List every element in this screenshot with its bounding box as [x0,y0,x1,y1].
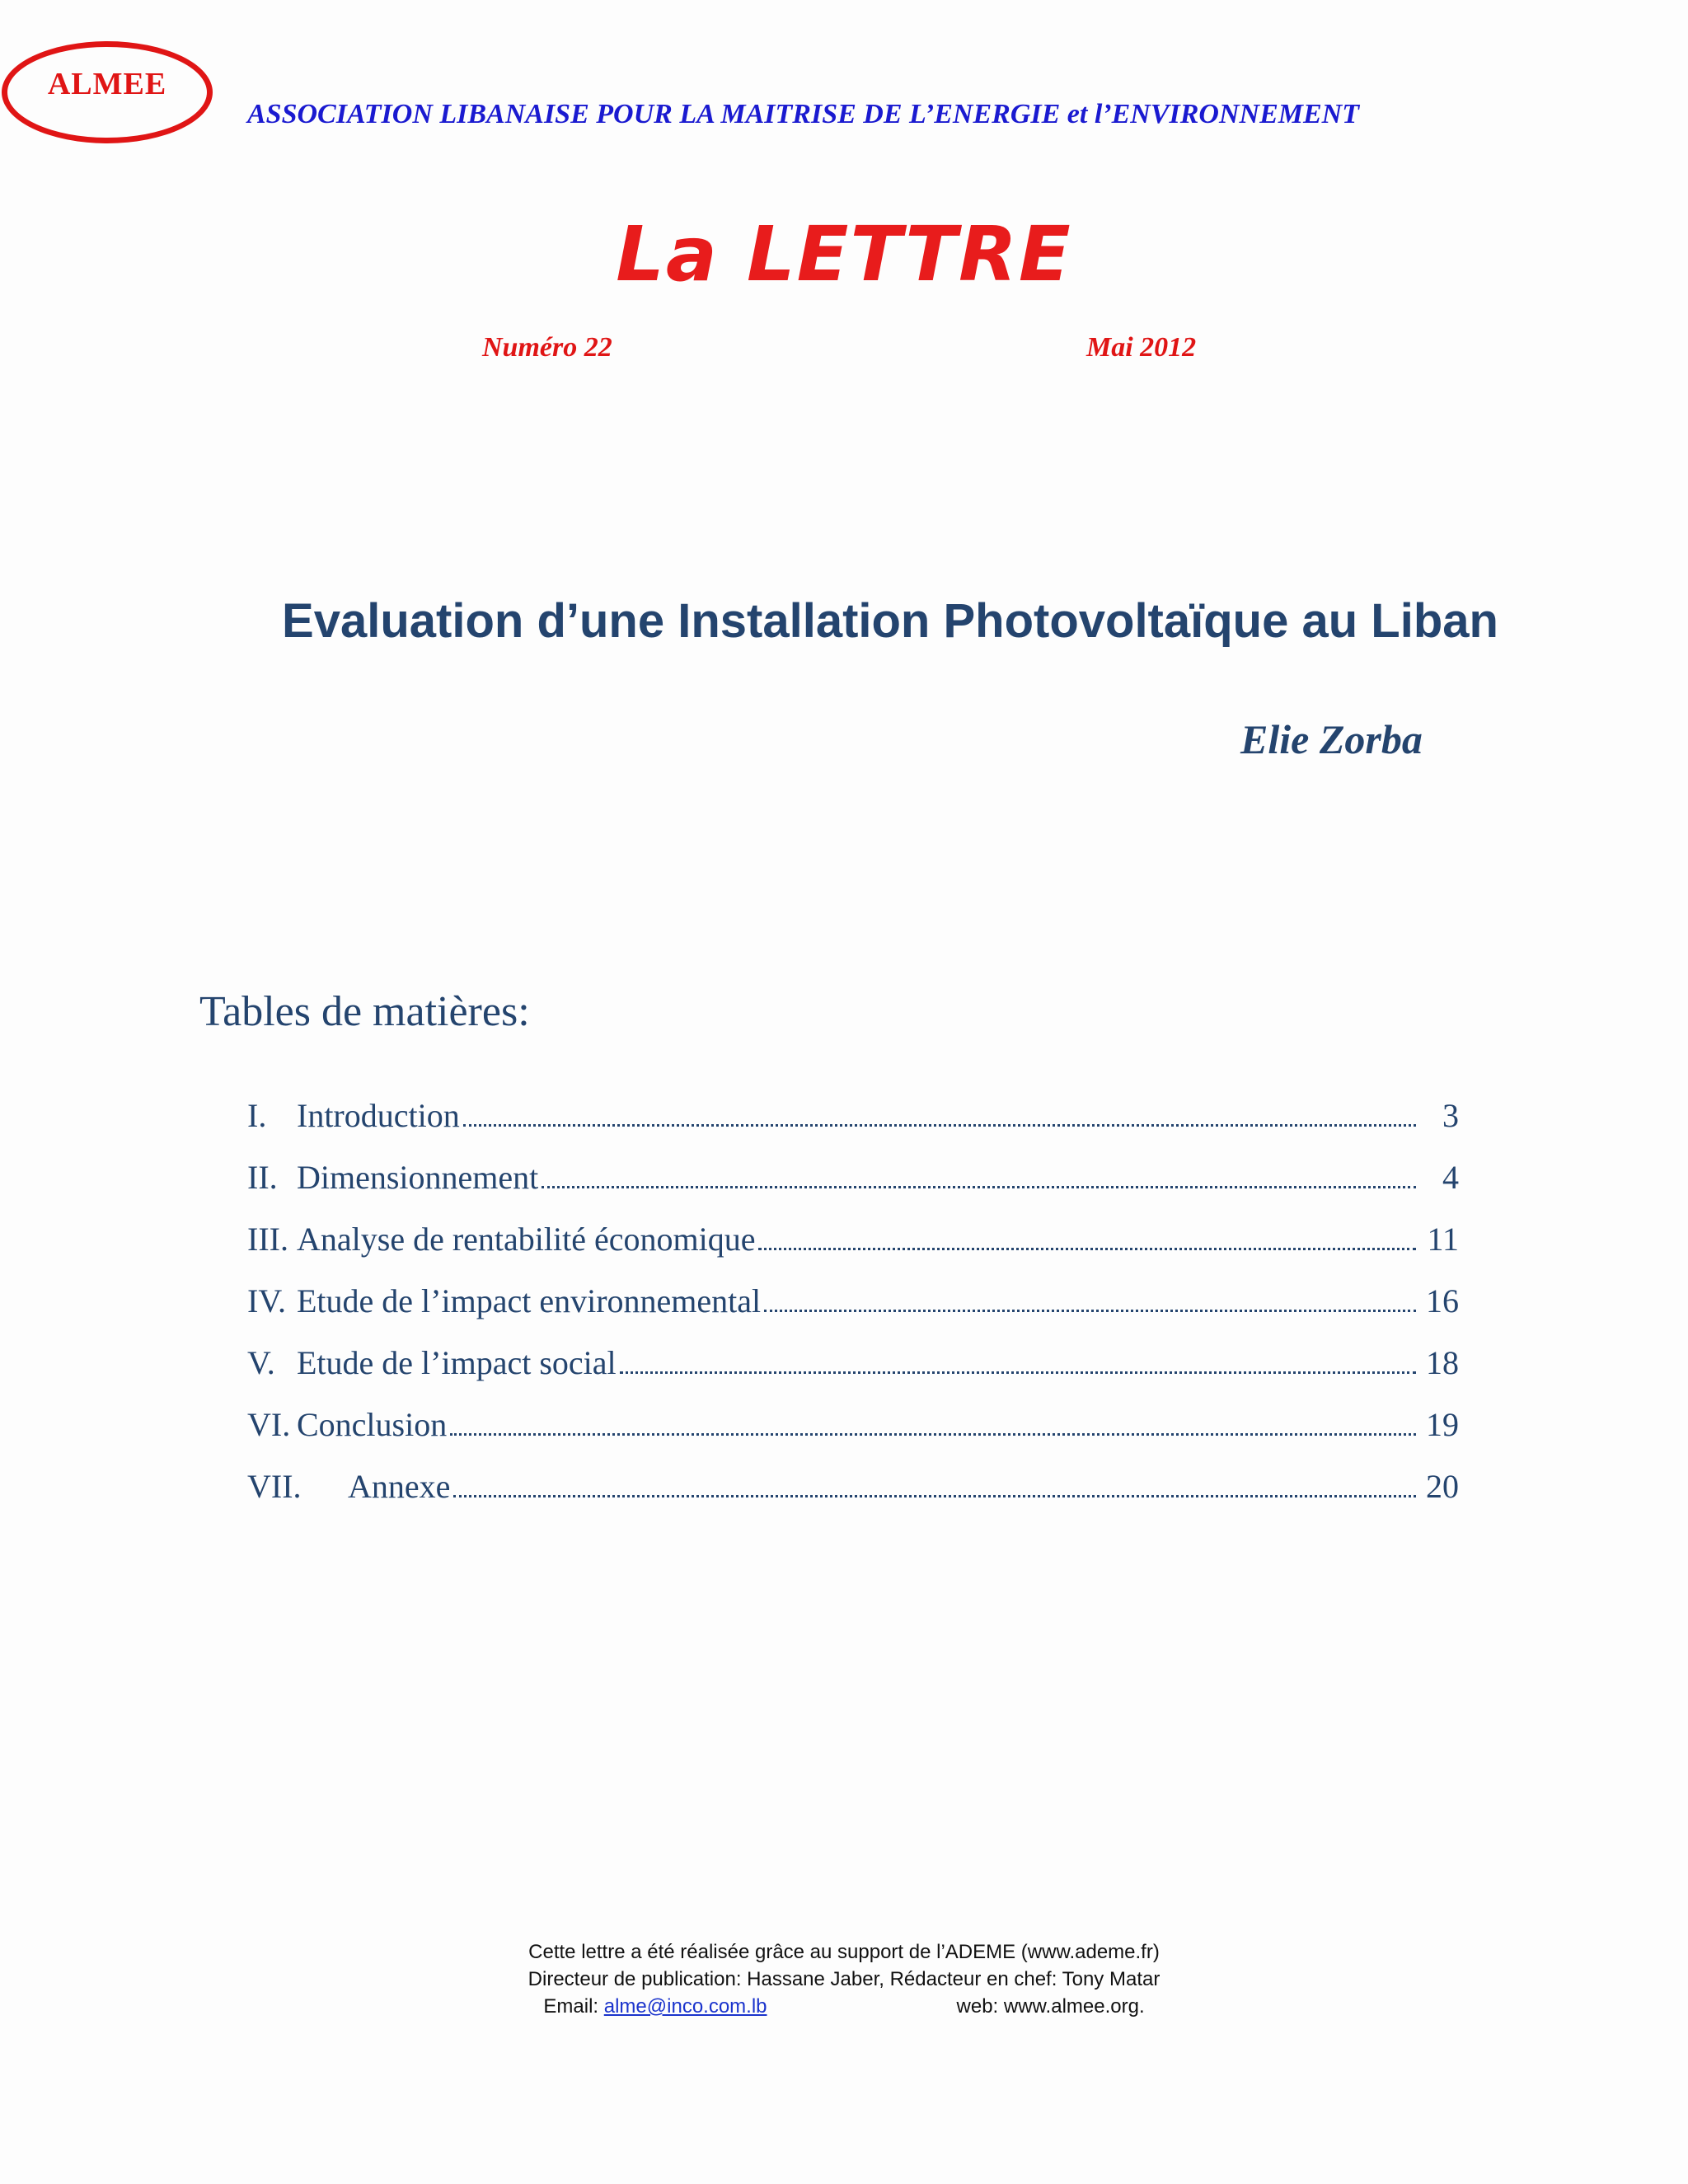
toc-leader-dots [463,1123,1416,1127]
toc-item-label: Analyse de rentabilité économique [297,1221,756,1258]
toc-item-page: 4 [1442,1159,1459,1196]
toc-item-page: 3 [1442,1097,1459,1134]
toc-item-page: 11 [1427,1221,1459,1258]
toc-item[interactable] [247,1073,1459,1135]
footer-contact-line [0,1993,1688,2020]
logo-text: ALMEE [47,67,167,101]
toc-item-number: V. [247,1344,275,1381]
toc-item[interactable] [247,1444,1459,1506]
toc-item-number: VI. [247,1406,291,1443]
issue-number: Numéro 22 [482,332,612,363]
footer-credits-line: Directeur de publication: Hassane Jaber, Rédacteur en chef: Tony Matar [528,1968,1160,1990]
toc-item-number: VII. [247,1468,302,1505]
toc-item-label: Etude de l’impact environnemental [297,1282,762,1319]
toc-item-label: Etude de l’impact social [297,1344,617,1381]
toc-item-label: Conclusion [297,1406,448,1443]
footer [0,1938,1688,2020]
toc-leader-dots [450,1432,1416,1436]
toc-item[interactable] [247,1258,1459,1320]
article-title: Evaluation d’une Installation Photovoltaïque au Liban [282,594,1498,648]
toc-item[interactable] [247,1197,1459,1258]
publication-title: La LETTRE [616,210,1072,298]
toc-item-page: 16 [1426,1282,1459,1319]
toc-leader-dots [764,1309,1416,1312]
association-name: ASSOCIATION LIBANAISE POUR LA MAITRISE DE L’ENERGIE et l’ENVIRONNEMENT [247,99,1359,129]
issue-date: Mai 2012 [1086,332,1197,363]
toc-item-label: Introduction [297,1097,460,1134]
toc-heading: Tables de matières: [199,988,530,1035]
toc-item-label: Annexe [348,1468,451,1505]
toc-item[interactable] [247,1382,1459,1444]
toc-leader-dots [542,1185,1416,1188]
toc-item-page: 19 [1426,1406,1459,1443]
toc-item-label: Dimensionnement [297,1159,539,1196]
toc-item-page: 18 [1426,1344,1459,1381]
toc-item-number: I. [247,1097,267,1134]
toc-leader-dots [620,1371,1416,1374]
toc-leader-dots [453,1494,1416,1497]
email-label: Email: [543,1995,604,2018]
toc-item-page: 20 [1426,1468,1459,1505]
toc-item-number: IV. [247,1282,287,1319]
almee-logo [2,41,213,143]
article-author: Elie Zorba [1240,716,1423,762]
toc-item-number: III. [247,1221,288,1258]
toc-item-number: II. [247,1159,278,1196]
toc-item[interactable] [247,1320,1459,1382]
toc-leader-dots [758,1247,1416,1250]
footer-web: web: www.almee.org. [956,1995,1145,2018]
footer-support-line: Cette lettre a été réalisée grâce au support de l’ADEME (www.ademe.fr) [528,1941,1160,1963]
footer-email [543,1993,767,2020]
email-link[interactable]: alme@inco.com.lb [603,1995,767,2018]
toc-item[interactable] [247,1135,1459,1197]
table-of-contents [247,1073,1459,1506]
